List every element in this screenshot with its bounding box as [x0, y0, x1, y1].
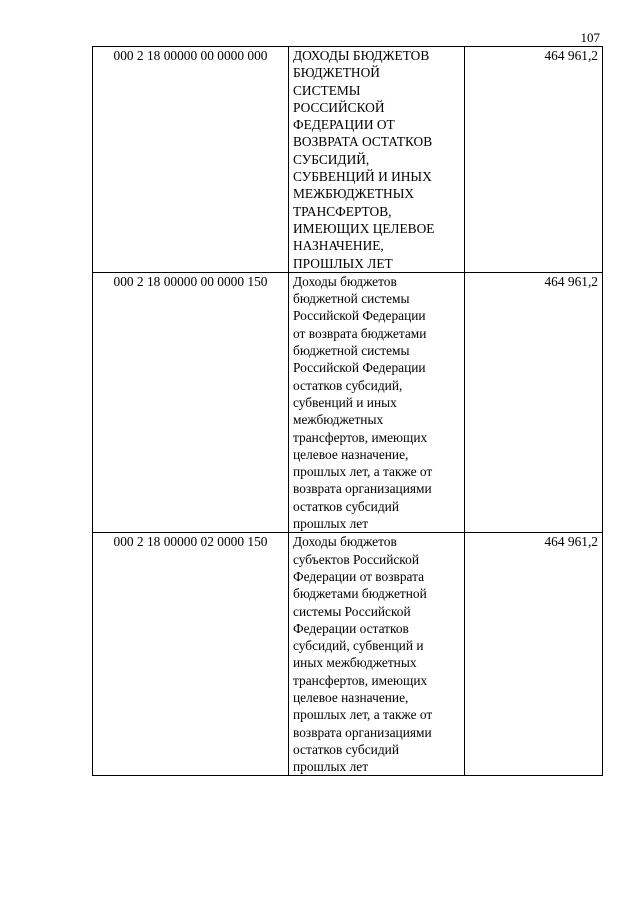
- revenue-name-line: бюджетной системы: [293, 291, 410, 307]
- amount-cell: 464 961,2: [465, 47, 603, 273]
- revenue-name-line: субсидий, субвенций и: [293, 638, 424, 654]
- revenue-name-line: межбюджетных: [293, 412, 384, 428]
- revenue-name-line: МЕЖБЮДЖЕТНЫХ: [293, 186, 415, 202]
- revenue-name-line: Российской Федерации: [293, 360, 426, 376]
- revenue-name-line: остатков субсидий,: [293, 377, 403, 393]
- revenue-name-line: Доходы бюджетов: [293, 534, 397, 550]
- revenue-name-line: СУБВЕНЦИЙ И ИНЫХ: [293, 169, 432, 185]
- amount-cell: 464 961,2: [465, 272, 603, 532]
- revenue-name-line: остатков субсидий: [293, 498, 399, 514]
- revenue-name-line: прошлых лет, а также от: [293, 707, 433, 723]
- budget-revenue-table: [92, 46, 603, 776]
- revenue-name-line: ПРОШЛЫХ ЛЕТ: [293, 255, 393, 271]
- revenue-name-line: ДОХОДЫ БЮДЖЕТОВ: [293, 48, 430, 63]
- table-row: [93, 533, 603, 776]
- classification-code-cell: 000 2 18 00000 02 0000 150: [93, 533, 289, 776]
- revenue-name-line: РОССИЙСКОЙ: [293, 99, 385, 115]
- revenue-name-line: иных межбюджетных: [293, 655, 417, 671]
- revenue-name-line: возврата организациями: [293, 481, 432, 497]
- revenue-name-line: Доходы бюджетов: [293, 273, 397, 289]
- revenue-name-line: СИСТЕМЫ: [293, 82, 361, 98]
- revenue-name-line: от возврата бюджетами: [293, 325, 427, 341]
- revenue-name-line: бюджетами бюджетной: [293, 586, 427, 602]
- table-row: [93, 272, 603, 532]
- revenue-name-line: БЮДЖЕТНОЙ: [293, 65, 380, 81]
- classification-code-cell: 000 2 18 00000 00 0000 000: [93, 47, 289, 273]
- revenue-name-line: бюджетной системы: [293, 343, 410, 359]
- amount-cell: 464 961,2: [465, 533, 603, 776]
- revenue-name-line: прошлых лет: [293, 516, 369, 532]
- revenue-name-line: остатков субсидий: [293, 741, 399, 757]
- revenue-name-line: системы Российской: [293, 603, 411, 619]
- revenue-name-line: субъектов Российской: [293, 551, 419, 567]
- revenue-name-line: НАЗНАЧЕНИЕ,: [293, 238, 384, 254]
- revenue-name-cell: [289, 533, 465, 776]
- revenue-name-line: трансфертов, имеющих: [293, 672, 428, 688]
- revenue-name-line: трансфертов, имеющих: [293, 429, 428, 445]
- revenue-name-line: Федерации остатков: [293, 620, 409, 636]
- revenue-name-line: ФЕДЕРАЦИИ ОТ: [293, 117, 395, 133]
- table-row: [93, 47, 603, 273]
- revenue-name-line: прошлых лет: [293, 759, 369, 775]
- page-number: 107: [580, 30, 600, 45]
- revenue-name-cell: [289, 47, 465, 273]
- revenue-name-line: СУБСИДИЙ,: [293, 151, 370, 167]
- budget-table-body: [93, 47, 603, 776]
- revenue-name-line: Российской Федерации: [293, 308, 426, 324]
- revenue-name-line: прошлых лет, а также от: [293, 464, 433, 480]
- classification-code-cell: 000 2 18 00000 00 0000 150: [93, 272, 289, 532]
- revenue-name-line: целевое назначение,: [293, 446, 409, 462]
- revenue-name-line: возврата организациями: [293, 724, 432, 740]
- revenue-name-line: ИМЕЮЩИХ ЦЕЛЕВОЕ: [293, 220, 435, 236]
- revenue-name-line: Федерации от возврата: [293, 568, 425, 584]
- revenue-name-line: ВОЗВРАТА ОСТАТКОВ: [293, 134, 433, 150]
- revenue-name-line: целевое назначение,: [293, 689, 409, 705]
- revenue-name-cell: [289, 272, 465, 532]
- revenue-name-line: ТРАНСФЕРТОВ,: [293, 203, 392, 219]
- revenue-name-line: субвенций и иных: [293, 394, 397, 410]
